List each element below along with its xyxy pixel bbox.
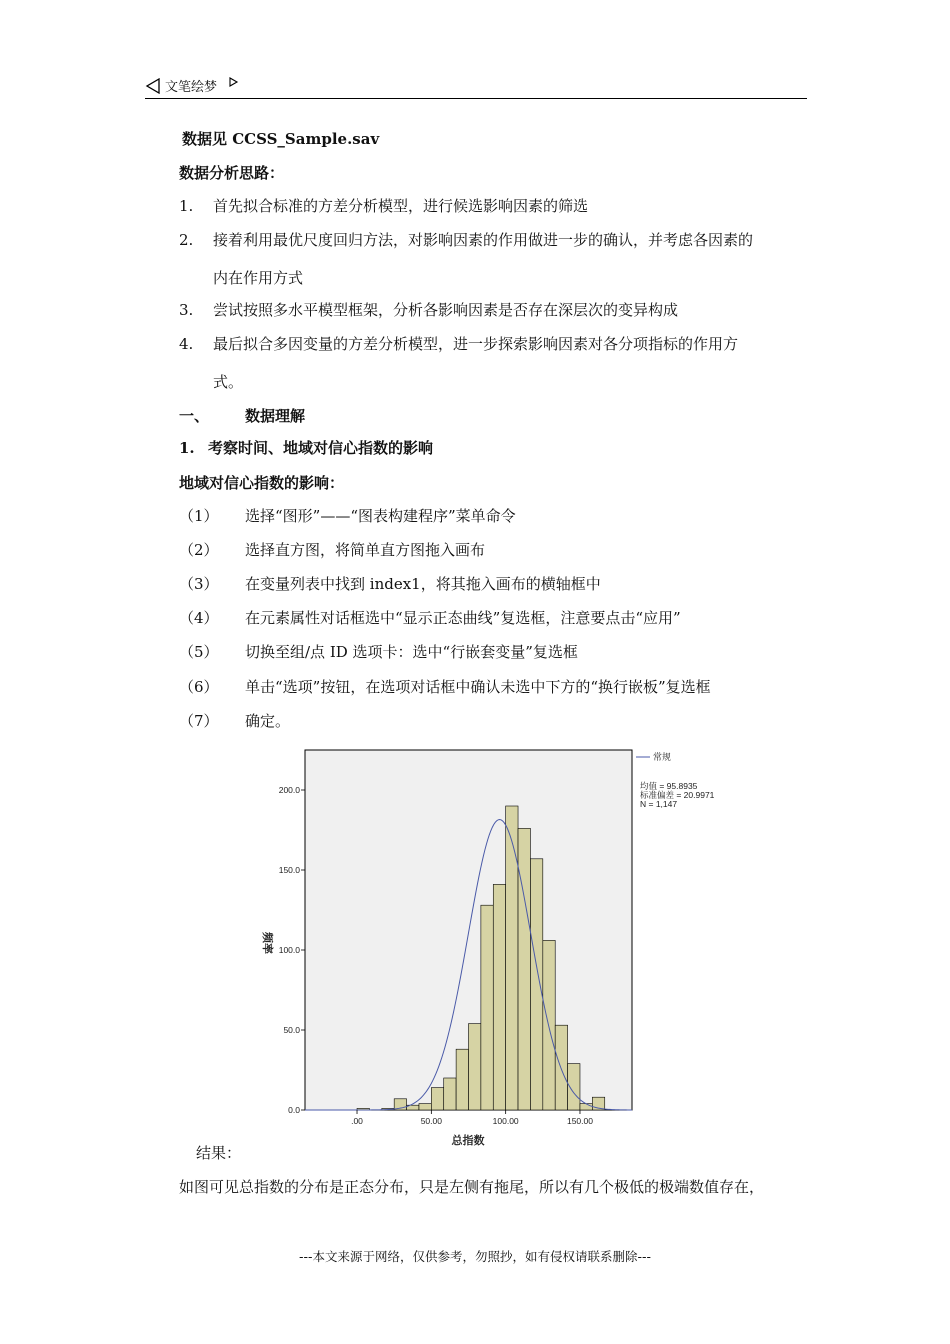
histogram-bar <box>481 905 493 1110</box>
left-triangle-icon <box>145 78 161 94</box>
step-item: 2. 接着利用最优尺度回归方法，对影响因素的作用做进一步的确认，并考虑各因素的 <box>179 231 754 249</box>
y-tick-label: 0.0 <box>288 1105 300 1115</box>
histogram-bar <box>419 1104 431 1110</box>
x-tick-label: 150.00 <box>566 1116 593 1126</box>
region-heading: 地域对信心指数的影响： <box>179 474 345 492</box>
histogram-bar <box>530 859 542 1110</box>
step-continuation: 式。 <box>213 373 244 391</box>
histogram-chart <box>250 744 730 1154</box>
histogram-bar <box>555 1025 567 1110</box>
x-tick-label: 100.00 <box>492 1116 519 1126</box>
step-item: 4. 最后拟合多因变量的方差分析模型，进一步探索影响因素对各分项指标的作用方 <box>179 335 739 353</box>
data-source: 数据见 CCSS_Sample.sav <box>182 130 380 148</box>
procedure-step: （1） 选择“图形”——“图表构建程序”菜单命令 <box>179 507 516 525</box>
approach-heading: 数据分析思路： <box>179 164 285 182</box>
y-tick-label: 200.0 <box>278 785 300 795</box>
y-tick-label: 100.0 <box>278 945 300 955</box>
histogram-bar <box>444 1078 456 1110</box>
brand-name: 文笔绘梦 <box>165 80 218 95</box>
y-tick-label: 150.0 <box>278 865 300 875</box>
procedure-step: （5） 切换至组/点 ID 选项卡：选中“行嵌套变量”复选框 <box>179 643 578 661</box>
x-axis-label: 总指数 <box>451 1135 485 1147</box>
legend-stat-n: N = 1,147 <box>640 799 678 809</box>
page-header <box>145 74 807 99</box>
procedure-step: （6） 单击“选项”按钮，在选项对话框中确认未选中下方的“换行嵌板”复选框 <box>179 678 711 696</box>
y-tick-label: 50.0 <box>283 1025 300 1035</box>
legend-stat-sd: 标准偏差 = 20.9971 <box>640 790 715 800</box>
subsection-heading: 1. 考察时间、地域对信心指数的影响 <box>179 439 434 457</box>
histogram-bar <box>506 806 518 1110</box>
x-tick-label: 50.00 <box>420 1116 442 1126</box>
section-heading: 一、 数据理解 <box>179 407 306 425</box>
histogram-bar <box>580 1104 592 1110</box>
x-tick-label: .00 <box>351 1116 363 1126</box>
step-item: 1. 首先拟合标准的方差分析模型，进行候选影响因素的筛选 <box>179 197 589 215</box>
result-label: 结果： <box>196 1144 242 1162</box>
step-continuation: 内在作用方式 <box>213 269 304 287</box>
histogram-bar <box>456 1049 468 1110</box>
step-item: 3. 尝试按照多水平模型框架，分析各影响因素是否存在深层次的变异构成 <box>179 301 679 319</box>
histogram-bar <box>493 884 505 1110</box>
procedure-step: （7） 确定。 <box>179 712 291 730</box>
right-triangle-icon <box>227 75 241 91</box>
footer-disclaimer: ---本文来源于网络，仅供参考，勿照抄，如有侵权请联系删除--- <box>298 1249 652 1264</box>
y-axis-label: 频率 <box>261 932 273 954</box>
procedure-step: （4） 在元素属性对话框选中“显示正态曲线”复选框，注意要点击“应用” <box>179 609 681 627</box>
procedure-step: （2） 选择直方图，将简单直方图拖入画布 <box>179 541 486 559</box>
legend-entry: 常规 <box>653 752 672 762</box>
histogram-bar <box>431 1088 443 1110</box>
legend-stat-mean: 均值 = 95.8935 <box>640 781 698 791</box>
histogram-bar <box>518 828 530 1110</box>
result-text: 如图可见总指数的分布是正态分布，只是左侧有拖尾，所以有几个极低的极端数值存在， <box>179 1178 765 1196</box>
brand <box>145 76 241 95</box>
procedure-step: （3） 在变量列表中找到 index1，将其拖入画布的横轴框中 <box>179 575 601 593</box>
histogram-bar <box>469 1024 481 1110</box>
